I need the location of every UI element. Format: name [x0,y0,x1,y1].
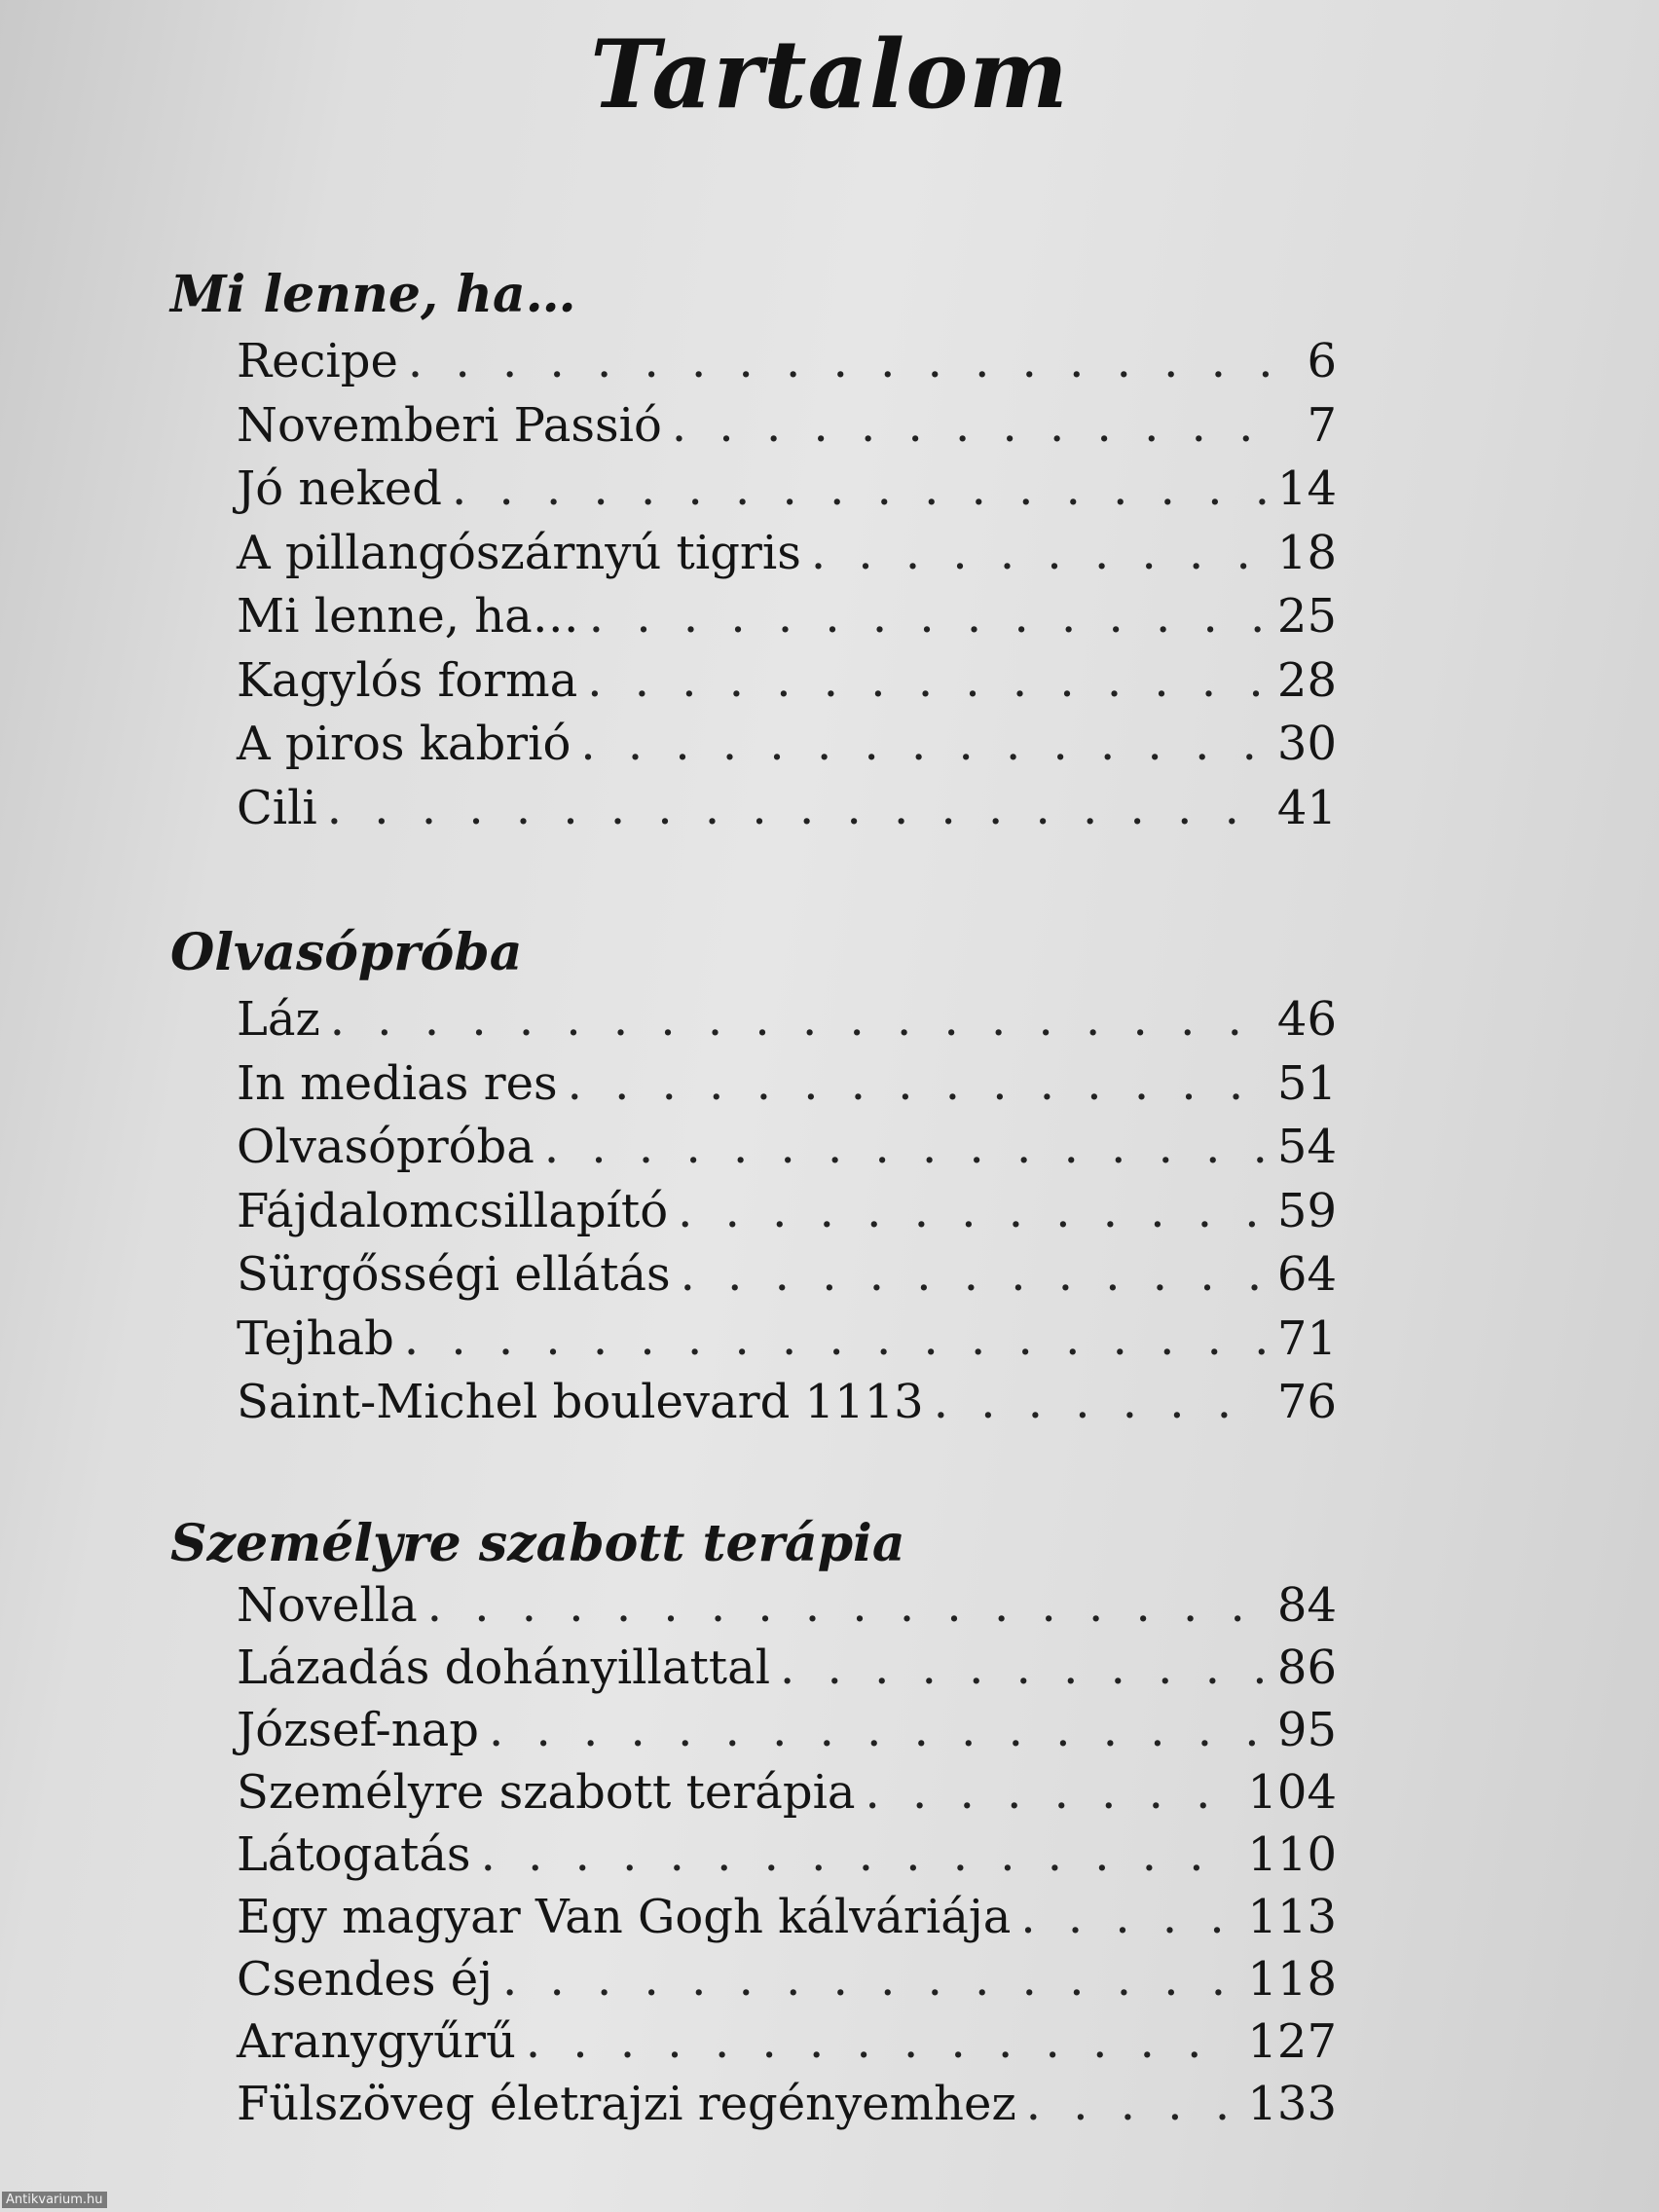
entry-title: Novemberi Passió [237,397,662,453]
entry-page-number: 51 [1276,1055,1337,1111]
entry-page-number: 6 [1307,334,1337,388]
entry-title: Olvasópróba [237,1120,535,1174]
entry-title: A piros kabrió [237,717,571,771]
entry-title: A pillangószárnyú tigris [237,525,801,580]
entry-title: Csendes éj [237,1952,493,2007]
entry-page-number: 110 [1247,1827,1337,1882]
dot-leader [452,458,1266,521]
dot-leader [934,1371,1266,1434]
dot-leader [672,394,1276,458]
toc-entry [237,2010,1337,2073]
entry-title: Láz [237,992,320,1047]
entry-page-number: 30 [1276,717,1337,771]
entry-page-number: 133 [1247,2077,1337,2131]
dot-leader [866,1761,1236,1825]
toc-entry [237,522,1337,586]
toc-entry [237,1637,1337,1699]
dot-leader [489,1699,1266,1762]
entry-page-number: 28 [1276,652,1337,708]
entry-title: Lázadás dohányillattal [237,1641,771,1695]
section-heading: Mi lenne, ha… [170,265,576,324]
section-heading: Személyre szabott terápia [170,1514,905,1573]
entry-title: Jó neked [237,461,442,516]
toc-entry [237,1824,1337,1886]
entry-page-number: 25 [1276,589,1337,644]
entry-title: In medias res [237,1055,558,1111]
entry-title: Személyre szabott terápia [237,1765,856,1820]
toc-list [237,1574,1337,2135]
entry-title: Kagylós forma [237,652,578,708]
dot-leader [427,1574,1266,1638]
entry-page-number: 46 [1276,992,1337,1047]
entry-page-number: 104 [1247,1765,1337,1820]
dot-leader [587,649,1266,713]
entry-title: József-nap [237,1703,479,1757]
entry-page-number: 76 [1276,1375,1337,1429]
toc-entry [237,330,1337,394]
toc-entry [237,1052,1337,1117]
dot-leader [330,988,1266,1051]
toc-entry [237,1180,1337,1244]
section-heading: Olvasópróba [170,923,523,982]
dot-leader [568,1052,1266,1116]
dot-leader [408,330,1276,393]
toc-entry [237,777,1337,841]
entry-page-number: 14 [1276,461,1337,516]
entry-page-number: 113 [1247,1890,1337,1944]
entry-page-number: 95 [1276,1703,1337,1757]
dot-leader [681,1243,1266,1307]
dot-leader [780,1637,1266,1700]
toc-entry [237,988,1337,1052]
entry-title: Recipe [237,334,398,388]
toc-entry [237,2073,1337,2135]
entry-title: Fülszöveg életrajzi regényemhez [237,2077,1016,2131]
dot-leader [526,2010,1236,2074]
entry-page-number: 18 [1276,525,1337,580]
entry-title: Mi lenne, ha… [237,589,579,644]
toc-entry [237,1948,1337,2010]
toc-entry [237,1308,1337,1372]
toc-entry [237,585,1337,649]
entry-page-number: 64 [1276,1247,1337,1302]
toc-entry [237,1886,1337,1948]
page-title: Tartalom [590,19,1069,129]
entry-title: Látogatás [237,1827,471,1882]
entry-title: Egy magyar Van Gogh kálváriája [237,1890,1012,1944]
toc-entry [237,1699,1337,1761]
dot-leader [404,1308,1266,1371]
dot-leader [678,1180,1266,1243]
toc-entry [237,1116,1337,1180]
toc-list [237,988,1337,1435]
entry-page-number: 118 [1247,1952,1337,2007]
entry-page-number: 86 [1276,1641,1337,1695]
entry-title: Cili [237,780,317,835]
toc-entry [237,649,1337,714]
toc-entry [237,1371,1337,1435]
toc-entry [237,1761,1337,1824]
toc-entry [237,394,1337,459]
entry-title: Saint-Michel boulevard 1113 [237,1375,924,1429]
toc-entry [237,1243,1337,1308]
entry-title: Aranygyűrű [237,2014,516,2069]
entry-page-number: 59 [1276,1183,1337,1238]
entry-title: Tejhab [237,1310,394,1366]
dot-leader [811,522,1266,585]
entry-page-number: 41 [1276,780,1337,835]
entry-page-number: 84 [1276,1578,1337,1633]
entry-page-number: 7 [1307,397,1337,453]
dot-leader [589,585,1266,648]
dot-leader [1020,1886,1235,1949]
entry-title: Fájdalomcsillapító [237,1183,669,1238]
entry-page-number: 127 [1247,2014,1337,2069]
watermark-text: Antikvarium.hu [2,2192,107,2208]
toc-entry [237,1574,1337,1637]
toc-entry [237,713,1337,777]
entry-title: Sürgősségi ellátás [237,1247,671,1302]
dot-leader [1026,2073,1236,2136]
dot-leader [502,1948,1235,2011]
dot-leader [481,1824,1236,1887]
entry-title: Novella [237,1578,418,1633]
dot-leader [580,713,1266,776]
dot-leader [544,1116,1266,1179]
toc-list [237,330,1337,840]
entry-page-number: 54 [1276,1120,1337,1174]
entry-page-number: 71 [1276,1310,1337,1366]
toc-entry [237,458,1337,522]
dot-leader [327,777,1266,840]
